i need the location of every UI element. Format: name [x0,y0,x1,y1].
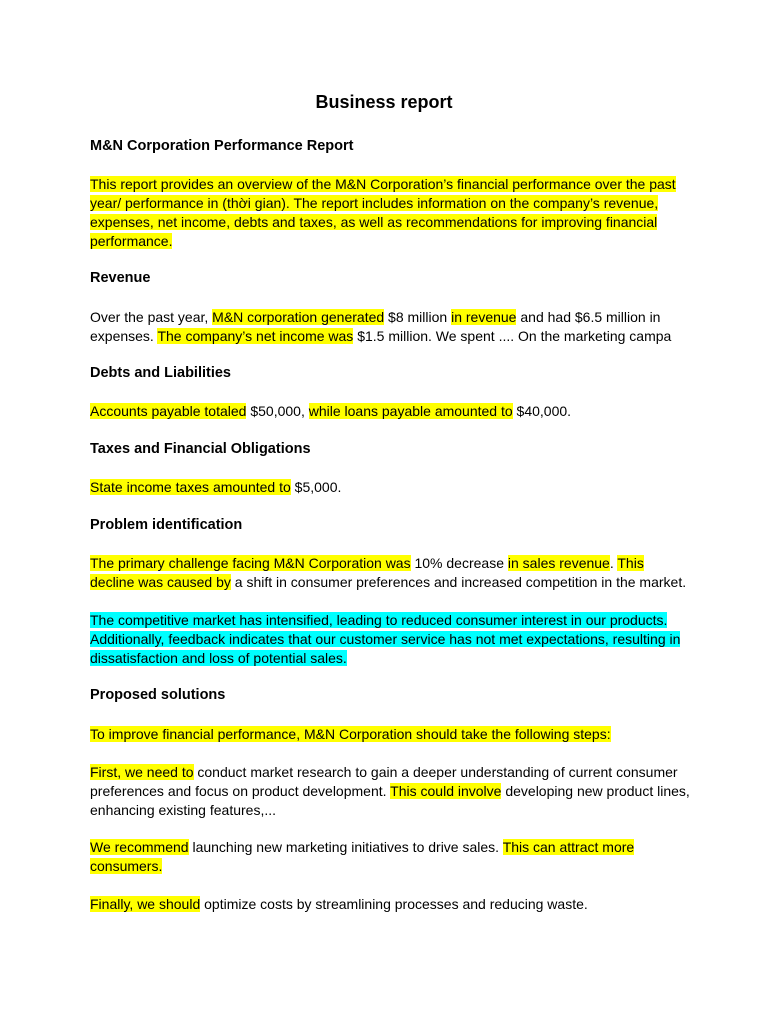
highlight: The company’s net income was [157,328,354,344]
text-run: $50,000, [246,403,309,419]
text-run: . [609,555,618,571]
highlight: This decline was caused by [90,555,644,590]
text-run: $8 million [384,309,452,325]
highlight: To improve financial performance, M&N Corporation should take the following steps: [90,726,611,742]
highlight: in revenue [451,309,517,325]
text-run: conduct market research to gain a deeper understanding of current consumer preferences and focus on product development. [90,764,678,799]
highlight: in sales revenue [507,555,610,571]
document-title: Business report [315,92,453,112]
taxes-paragraph [90,478,690,497]
solution-2 [90,838,690,876]
heading-taxes: Taxes and Financial Obligations [90,441,311,457]
text-run: launching new marketing initiatives to drive sales. [188,839,503,855]
heading-problem: Problem identification [90,517,243,533]
highlight: This can attract more consumers. [90,839,635,874]
text-run: 10% decrease [410,555,508,571]
highlight: This could involve [390,783,502,799]
text-run: $5,000. [290,479,342,495]
highlight: Accounts payable totaled [90,403,247,419]
solution-1 [90,763,690,820]
highlight: First, we need to [90,764,194,780]
solutions-intro [90,725,690,744]
heading-solutions: Proposed solutions [90,687,226,703]
highlight: We recommend [90,839,189,855]
problem-paragraph [90,554,690,592]
text-run: a shift in consumer preferences and increased competition in the market. [230,574,687,590]
highlight: The primary challenge facing M&N Corporation was [90,555,411,571]
text-run: and had $6.5 million in expenses. [90,309,661,344]
highlight-cyan: The competitive market has intensified, leading to reduced consumer interest in our products. Additionally, feedback indicates that our customer service has not met expectations, resulting in dissatisfaction and loss of potential sales. [90,612,681,666]
text-run: developing new product lines, enhancing existing features,... [90,783,690,818]
text-run: $1.5 million. We spent .... On the marketing campa [353,328,672,344]
intro-paragraph [90,175,690,251]
highlight: while loans payable amounted to [308,403,513,419]
highlight: This report provides an overview of the M&N Corporation’s financial performance over the past year/ performance in (thời gian). The report includes information on the company’s revenue, expenses, net income, debts and taxes, as well as recommendations for improving financial performance. [90,176,676,249]
heading-debts: Debts and Liabilities [90,365,231,381]
text-run: Over the past year, [90,309,213,325]
highlight: Finally, we should [90,896,201,912]
solution-3 [90,895,690,914]
debts-paragraph [90,402,690,421]
report-subtitle: M&N Corporation Performance Report [90,138,354,154]
highlight: State income taxes amounted to [90,479,291,495]
text-run: $40,000. [512,403,572,419]
problem-paragraph-2 [90,611,690,668]
revenue-paragraph [90,308,690,346]
text-run: optimize costs by streamlining processes and reducing waste. [200,896,588,912]
heading-revenue: Revenue [90,270,151,286]
highlight: M&N corporation generated [212,309,385,325]
